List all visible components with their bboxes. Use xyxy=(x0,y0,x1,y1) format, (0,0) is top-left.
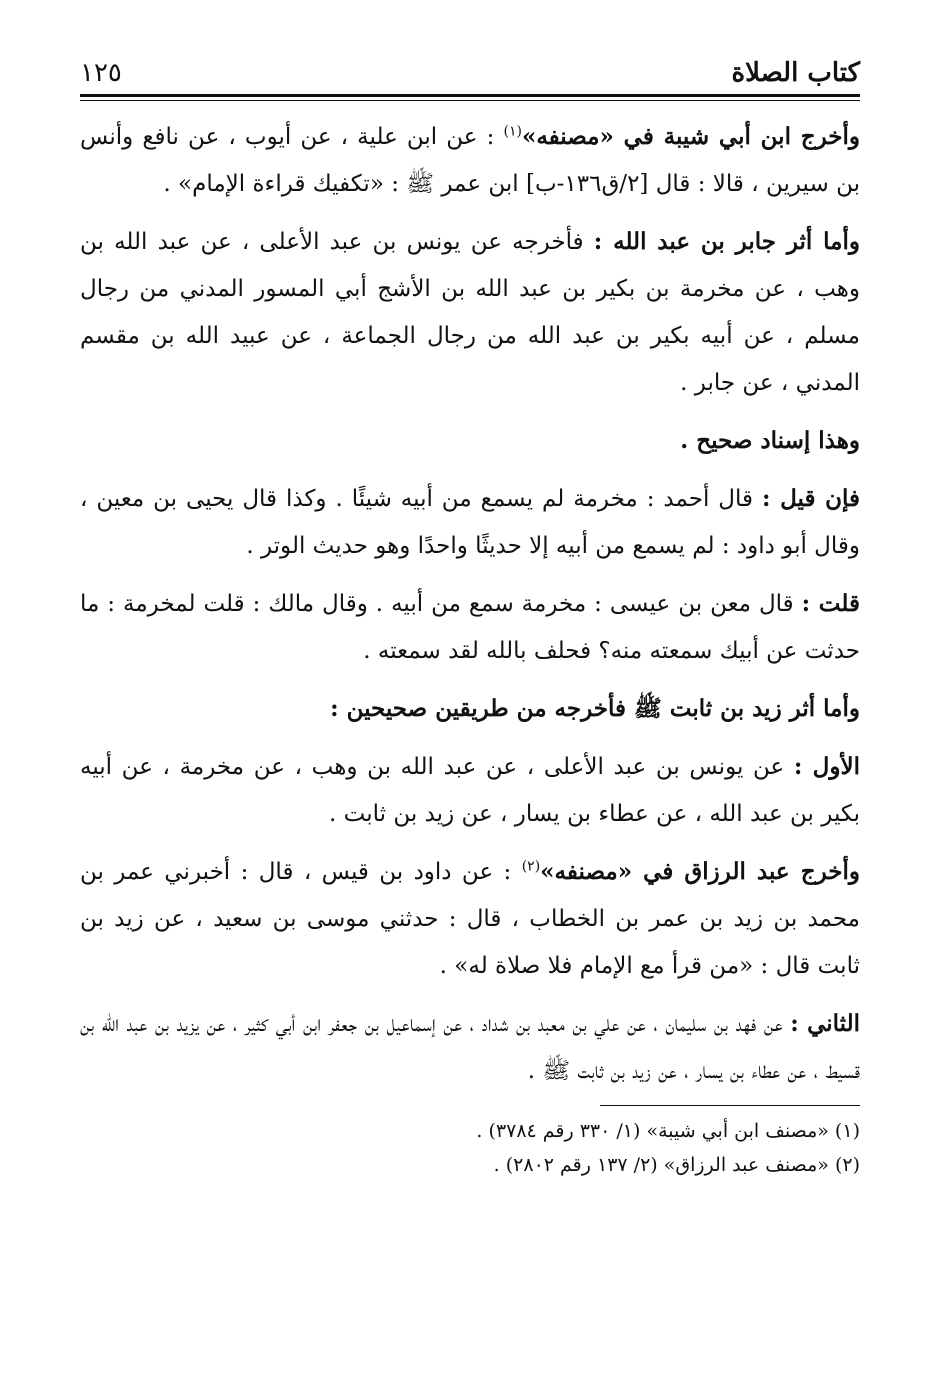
paragraph xyxy=(80,417,860,465)
document-page xyxy=(80,48,860,1182)
paragraph-text: فأخرجه عن يونس بن عبد الأعلى ، عن عبد الله بن وهب ، عن مخرمة بن بكير بن عبد الله بن الأشج أبي المسور المدني من رجال مسلم ، عن أبيه بكير بن عبد الله من رجال الجماعة ، عن عبيد الله بن مقسم المدني ، عن جابر . xyxy=(80,229,860,396)
paragraph xyxy=(80,580,860,675)
footnotes xyxy=(80,1114,860,1182)
paragraph xyxy=(80,685,860,733)
paragraph-lead: وهذا إسناد صحيح . xyxy=(680,427,860,454)
page-number: ١٢٥ xyxy=(80,58,122,88)
paragraph xyxy=(80,475,860,570)
paragraph-lead: وأخرج ابن أبي شيبة في «مصنفه» xyxy=(521,123,861,150)
paragraph xyxy=(80,848,860,990)
footnote: (١) «مصنف ابن أبي شيبة» (١/ ٣٣٠ رقم ٣٧٨٤) . xyxy=(476,1120,860,1142)
paragraph-lead: وأما أثر جابر بن عبد الله : xyxy=(593,228,860,255)
paragraph-text: عن يونس بن عبد الأعلى ، عن عبد الله بن وهب ، عن مخرمة ، عن أبيه بكير بن عبد الله ، عن عطاء بن يسار ، عن زيد بن ثابت . xyxy=(80,754,860,827)
paragraph-text: : عن ابن علية ، عن أيوب ، عن نافع وأنس بن سيرين ، قالا : قال [٢/ق١٣٦-ب] ابن عمر ﷺ : «تكفيك قراءة الإمام» . xyxy=(80,124,860,197)
paragraph xyxy=(80,218,860,407)
paragraph xyxy=(80,743,860,838)
paragraph-text: قال أحمد : مخرمة لم يسمع من أبيه شيئًا . وكذا قال يحيى بن معين ، وقال أبو داود : لم يسمع من أبيه إلا حديثًا واحدًا وهو حديث الوتر . xyxy=(80,486,860,559)
paragraph-lead: الأول : xyxy=(793,753,860,780)
header-rule xyxy=(80,94,860,97)
footnote: (٢) «مصنف عبد الرزاق» (٢/ ١٣٧ رقم ٢٨٠٢) . xyxy=(493,1154,860,1176)
paragraph-lead: الثاني : xyxy=(790,1010,860,1037)
page-header xyxy=(80,48,860,88)
paragraph-lead: وأما أثر زيد بن ثابت ﷺ فأخرجه من طريقين صحيحين : xyxy=(330,695,860,722)
footnote-separator xyxy=(600,1105,860,1106)
paragraph-text: : عن داود بن قيس ، قال : أخبرني عمر بن محمد بن زيد بن عمر بن الخطاب ، قال : حدثني موسى بن سعيد ، عن زيد بن ثابت قال : «من قرأ مع الإمام فلا صلاة له» . xyxy=(80,859,860,979)
footnote-ref: (١) xyxy=(503,123,522,140)
paragraph-text: عن فهد بن سليمان ، عن علي بن معبد بن شداد ، عن إسماعيل بن جعفر ابن أبي كثير ، عن يزيد بن عبد الله بن قسيط ، عن عطاء بن يسار ، عن زيد بن ثابت ﷺ . xyxy=(80,1011,860,1084)
chapter-title: كتاب الصلاة xyxy=(731,58,860,88)
paragraph-lead: وأخرج عبد الرزاق في «مصنفه» xyxy=(540,858,860,885)
paragraph xyxy=(80,1000,860,1095)
header-rule-thin xyxy=(80,100,860,101)
main-text xyxy=(80,113,860,1095)
paragraph-text: قال معن بن عيسى : مخرمة سمع من أبيه . وقال مالك : قلت لمخرمة : ما حدثت عن أبيك سمعته منه؟ فحلف بالله لقد سمعته . xyxy=(80,591,860,664)
paragraph-lead: فإن قيل : xyxy=(761,485,860,512)
paragraph-lead: قلت : xyxy=(801,590,860,617)
paragraph xyxy=(80,113,860,208)
footnote-ref: (٢) xyxy=(521,858,541,875)
